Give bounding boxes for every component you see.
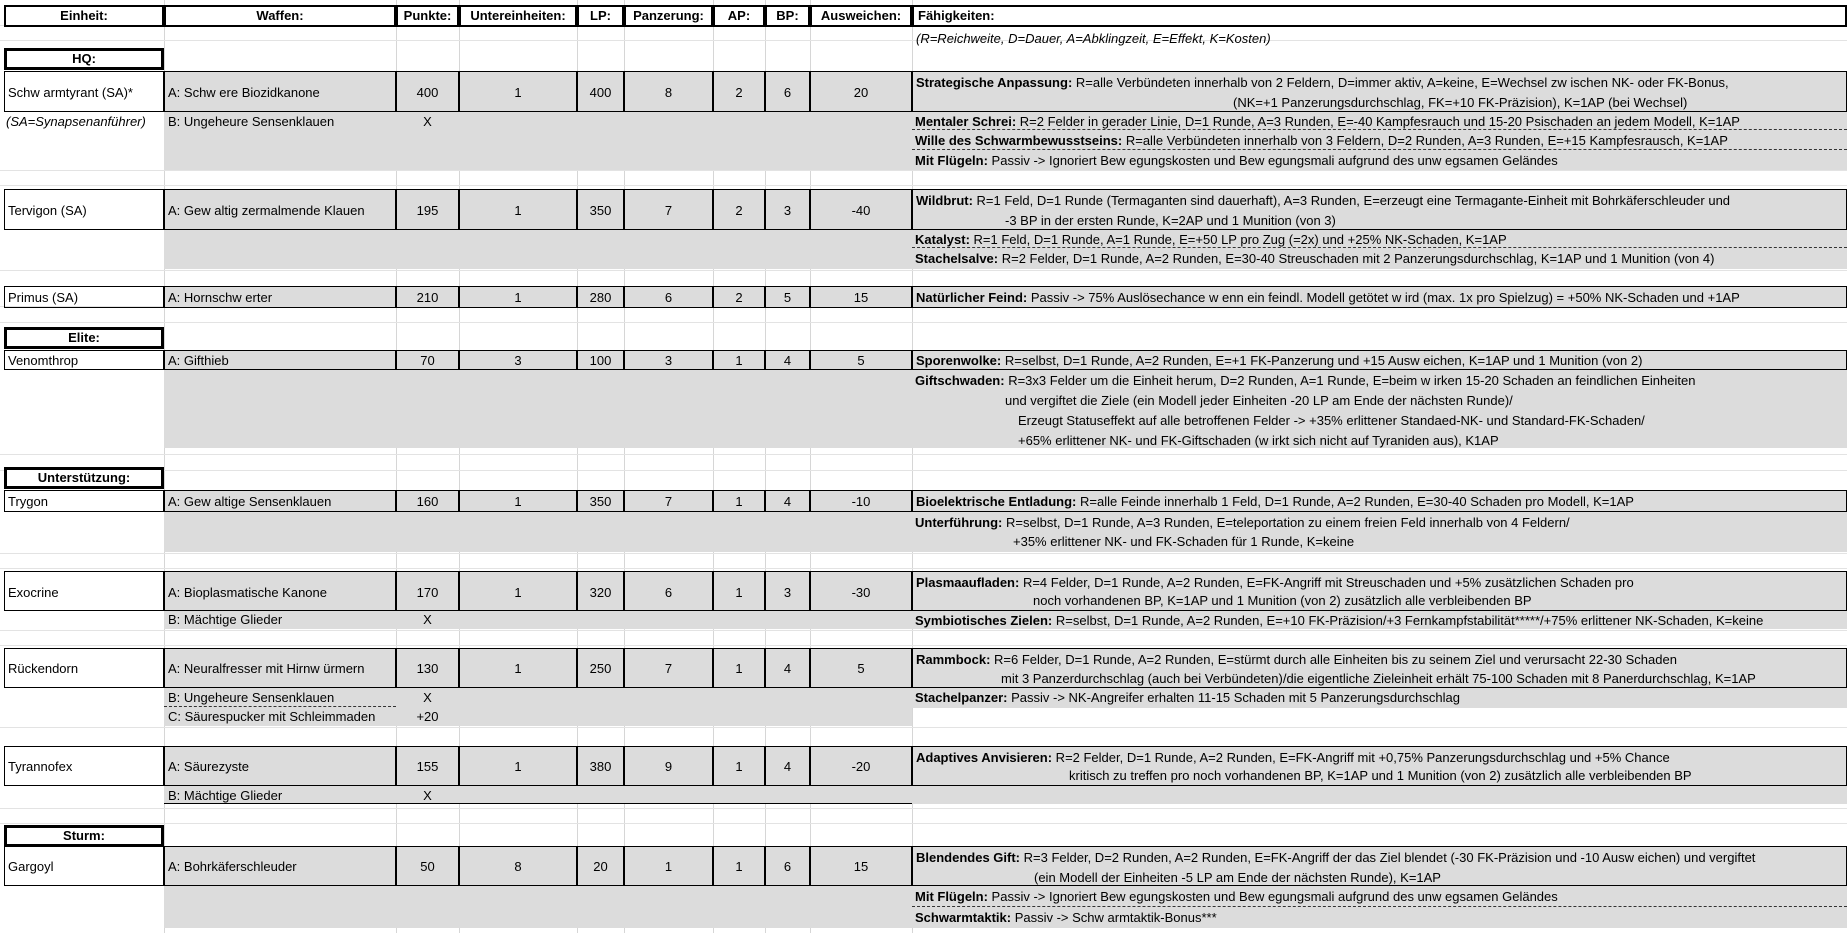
untereinheiten-value: 1 [459, 490, 577, 512]
ability-text: Passiv -> 75% Auslösechance w enn ein feindl. Modell getötet w ird (max. 1x pro Spielzug) = +50% NK-Schaden und +1AP [1027, 290, 1740, 305]
bp-value: 4 [765, 648, 810, 688]
punkte-value: 130 [396, 648, 459, 688]
ap-value: 2 [713, 71, 765, 112]
section-elite: Elite: [4, 327, 164, 349]
panzerung-value: 3 [624, 350, 713, 370]
ausweichen-value: -20 [810, 746, 912, 786]
panzerung-value: 6 [624, 571, 713, 611]
bp-value: 5 [765, 286, 810, 308]
weapon-a: A: Bohrkäferschleuder [164, 846, 396, 886]
weapon-a: A: Gew altige Sensenklauen [164, 490, 396, 512]
panzerung-value: 8 [624, 71, 713, 112]
ausweichen-value: 15 [810, 846, 912, 886]
b-punkte-value: X [423, 690, 432, 705]
ability-name: Plasmaaufladen: [916, 575, 1020, 590]
header-bp: BP: [765, 5, 810, 27]
section-sturm: Sturm: [4, 825, 164, 847]
header-lp: LP: [577, 5, 624, 27]
ability-text-cont: Erzeugt Statuseffekt auf alle betroffenen Felder -> +35% erlittener Standaed-NK- und Standard-FK-Schaden/ [1018, 413, 1645, 428]
ability-text: R=selbst, D=1 Runde, A=2 Runden, E=+10 FK-Präzision/+3 Fernkampfstabilität*****/+75% erlittener NK-Schaden, K=keine [1052, 613, 1764, 628]
section-unterstuetzung: Unterstützung: [4, 467, 164, 489]
section-hq: HQ: [4, 48, 164, 70]
lp-value: 280 [577, 286, 624, 308]
lp-value: 350 [577, 490, 624, 512]
bp-value: 6 [765, 71, 810, 112]
unit-name: Trygon [4, 490, 164, 512]
ability-text: R=1 Feld, D=1 Runde (Termaganten sind dauerhaft), A=3 Runden, E=erzeugt eine Termagante-Einheit mit Bohrkäferschleuder und [972, 193, 1731, 208]
untereinheiten-value: 8 [459, 846, 577, 886]
ability-text-cont: +35% erlittener NK- und FK-Schaden für 1 Runde, K=keine [1013, 534, 1355, 549]
unit-name: Venomthrop [4, 350, 164, 370]
header-punkte: Punkte: [396, 5, 459, 27]
header-faehigkeiten: Fähigkeiten: [912, 5, 1847, 27]
punkte-value: 210 [396, 286, 459, 308]
ability-name: Wildbrut: [916, 193, 973, 208]
bp-value: 4 [765, 490, 810, 512]
unit-name: Rückendorn [4, 648, 164, 688]
unit-name: Exocrine [4, 571, 164, 611]
ability-name: Wille des Schwarmbewusstseins: [915, 133, 1123, 148]
weapon-c: C: Säurespucker mit Schleimmaden [168, 709, 376, 724]
ability-name: Bioelektrische Entladung: [916, 494, 1077, 509]
ap-value: 2 [713, 189, 765, 230]
ability-block [912, 611, 1847, 629]
b-punkte-value: X [423, 788, 432, 803]
ability-name: Stachelsalve: [915, 251, 999, 266]
weapon-a: A: Schw ere Biozidkanone [164, 71, 396, 112]
ability-text: Passiv -> NK-Angreifer erhalten 11-15 Schaden mit 5 Panzerungsdurchschlag [1007, 690, 1460, 705]
panzerung-value: 6 [624, 286, 713, 308]
ability-name: Stachelpanzer: [915, 690, 1008, 705]
punkte-value: 155 [396, 746, 459, 786]
ability-block [912, 248, 1847, 269]
ability-block [912, 490, 1847, 512]
ability-block [912, 907, 1847, 928]
panzerung-value: 7 [624, 648, 713, 688]
b-punkte-value: X [423, 114, 432, 129]
ausweichen-value: 20 [810, 71, 912, 112]
ausweichen-value: -40 [810, 189, 912, 230]
ability-text: R=alle Verbündeten innerhalb von 3 Feldern, D=2 Runden, A=3 Runden, E=+15 Kampfesrausch, K=1AP [1122, 133, 1728, 148]
unit-name: Tyrannofex [4, 746, 164, 786]
ability-text: R=2 Felder, D=1 Runde, A=2 Runden, E=FK-Angriff mit +0,75% Panzerungsdurchschlag und +5% Chance [1052, 750, 1670, 765]
ability-text-cont: (ein Modell der Einheiten -5 LP am Ende der nächsten Runde), K=1AP [1034, 870, 1441, 885]
ability-text: R=2 Felder, D=1 Runde, A=2 Runden, E=30-40 Streuschaden mit 2 Panzerungsdurchschlag, K=1AP und 1 Munition (von 4) [998, 251, 1715, 266]
ability-name: Adaptives Anvisieren: [916, 750, 1053, 765]
header-einheit: Einheit: [4, 5, 164, 27]
unit-name: Primus (SA) [4, 286, 164, 308]
lp-value: 400 [577, 71, 624, 112]
bp-value: 4 [765, 350, 810, 370]
ability-name: Schwarmtaktik: [915, 910, 1012, 925]
ability-block [912, 150, 1847, 170]
ability-text: R=4 Felder, D=1 Runde, A=2 Runden, E=FK-Angriff mit Streuschaden und +5% zusätzlichen Schaden pro [1019, 575, 1634, 590]
ability-block [912, 286, 1847, 308]
unit-name: Gargoyl [4, 846, 164, 886]
lp-value: 380 [577, 746, 624, 786]
weapon-a: A: Gew altig zermalmende Klauen [164, 189, 396, 230]
untereinheiten-value: 1 [459, 571, 577, 611]
bp-value: 6 [765, 846, 810, 886]
header-ausweichen: Ausweichen: [810, 5, 912, 27]
ability-name: Mentaler Schrei: [915, 114, 1017, 129]
ability-text: R=6 Felder, D=1 Runde, A=2 Runden, E=stürmt durch alle Einheiten bis zu seinem Ziel und verursacht 22-30 Schaden [990, 652, 1677, 667]
ap-value: 2 [713, 286, 765, 308]
weapon-a: A: Hornschw erter [164, 286, 396, 308]
lp-value: 100 [577, 350, 624, 370]
untereinheiten-value: 1 [459, 71, 577, 112]
ability-block [912, 130, 1847, 150]
ability-name: Sporenwolke: [916, 353, 1002, 368]
legend-text: (R=Reichweite, D=Dauer, A=Abklingzeit, E=Effekt, K=Kosten) [916, 31, 1271, 46]
punkte-value: 50 [396, 846, 459, 886]
ability-text-cont: noch vorhandenen BP, K=1AP und 1 Munition (von 2) zusätzlich alle verbleibenden BP [1033, 593, 1532, 608]
ability-name: Strategische Anpassung: [916, 75, 1073, 90]
weapon-b: B: Ungeheure Sensenklauen [164, 688, 396, 707]
ability-name: Mit Flügeln: [915, 153, 988, 168]
panzerung-value: 7 [624, 490, 713, 512]
ap-value: 1 [713, 350, 765, 370]
punkte-value: 195 [396, 189, 459, 230]
panzerung-value: 7 [624, 189, 713, 230]
ability-text: Passiv -> Ignoriert Bew egungskosten und Bew egungsmali aufgrund des unw egsamen Geländes [987, 153, 1558, 168]
ability-block [912, 112, 1847, 130]
weapon-b: B: Mächtige Glieder [168, 612, 283, 627]
ability-text-cont: mit 3 Panzerdurchschlag (auch bei Verbündeten)/die eigentliche Zieleinheit erhält 75-100 Schaden mit 8 Panerdurchschlag, K=1AP [1001, 671, 1756, 686]
unit-name: Tervigon (SA) [4, 189, 164, 230]
header-ap: AP: [713, 5, 765, 27]
ability-name: Mit Flügeln: [915, 889, 988, 904]
ausweichen-value: 5 [810, 648, 912, 688]
ability-text: R=selbst, D=1 Runde, A=3 Runden, E=teleportation zu einem freien Feld innerhalb von 4 Feldern/ [1002, 515, 1570, 530]
bp-value: 4 [765, 746, 810, 786]
untereinheiten-value: 3 [459, 350, 577, 370]
ausweichen-value: 5 [810, 350, 912, 370]
ability-text: R=2 Felder in gerader Linie, D=1 Runde, A=3 Runden, E=-40 Kampfesrauch und 15-20 Psischaden an jedem Modell, K=1AP [1016, 114, 1740, 129]
untereinheiten-value: 1 [459, 648, 577, 688]
header-panzerung: Panzerung: [624, 5, 713, 27]
ap-value: 1 [713, 648, 765, 688]
punkte-value: 170 [396, 571, 459, 611]
ability-text-cont: +65% erlittener NK- und FK-Giftschaden (w irkt sich nicht auf Tyraniden aus), K1AP [1018, 433, 1499, 448]
ability-name: Natürlicher Feind: [916, 290, 1028, 305]
ability-block [912, 350, 1847, 370]
punkte-value: 70 [396, 350, 459, 370]
panzerung-value: 1 [624, 846, 713, 886]
ability-name: Symbiotisches Zielen: [915, 613, 1053, 628]
ability-text: R=alle Feinde innerhalb 1 Feld, D=1 Runde, A=2 Runden, E=30-40 Schaden pro Modell, K=1AP [1076, 494, 1634, 509]
ap-value: 1 [713, 490, 765, 512]
ability-name: Blendendes Gift: [916, 850, 1021, 865]
bp-value: 3 [765, 189, 810, 230]
untereinheiten-value: 1 [459, 286, 577, 308]
lp-value: 20 [577, 846, 624, 886]
ability-text: R=alle Verbündeten innerhalb von 2 Feldern, D=immer aktiv, A=keine, E=Wechsel zw ischen NK- oder FK-Bonus, [1072, 75, 1729, 90]
untereinheiten-value: 1 [459, 189, 577, 230]
ap-value: 1 [713, 746, 765, 786]
lp-value: 350 [577, 189, 624, 230]
ability-text: R=1 Feld, D=1 Runde, A=1 Runde, E=+50 LP pro Zug (=2x) und +25% NK-Schaden, K=1AP [969, 232, 1507, 247]
ability-name: Unterführung: [915, 515, 1003, 530]
untereinheiten-value: 1 [459, 746, 577, 786]
weapon-a: A: Neuralfresser mit Hirnw ürmern [164, 648, 396, 688]
lp-value: 320 [577, 571, 624, 611]
bp-value: 3 [765, 571, 810, 611]
unit-name: Schw armtyrant (SA)* [4, 71, 164, 112]
weapon-a: A: Bioplasmatische Kanone [164, 571, 396, 611]
ability-block [912, 230, 1847, 248]
ability-text: R=3 Felder, D=2 Runden, A=2 Runden, E=FK-Angriff der das Ziel blendet (-30 FK-Präzision und -10 Ausw eichen) und vergiftet [1020, 850, 1756, 865]
ability-text: Passiv -> Schw armtaktik-Bonus*** [1011, 910, 1217, 925]
weapon-a: A: Gifthieb [164, 350, 396, 370]
punkte-value: 160 [396, 490, 459, 512]
unit-note: (SA=Synapsenanführer) [6, 114, 146, 129]
ability-name: Rammbock: [916, 652, 991, 667]
lp-value: 250 [577, 648, 624, 688]
ap-value: 1 [713, 846, 765, 886]
ability-block [912, 886, 1847, 907]
ausweichen-value: -10 [810, 490, 912, 512]
ability-text: R=selbst, D=1 Runde, A=2 Runden, E=+1 FK-Panzerung und +15 Ausw eichen, K=1AP und 1 Munition (von 2) [1001, 353, 1643, 368]
ability-text-cont: -3 BP in der ersten Runde, K=2AP und 1 Munition (von 3) [1005, 213, 1336, 228]
ability-text-cont: (NK=+1 Panzerungsdurchschlag, FK=+10 FK-Präzision), K=1AP (bei Wechsel) [1233, 95, 1688, 110]
weapon-b: B: Ungeheure Sensenklauen [168, 114, 335, 129]
header-untereinheiten: Untereinheiten: [459, 5, 577, 27]
ability-text-cont: kritisch zu treffen pro noch vorhandenen BP, K=1AP und 1 Munition (von 2) zusätzlich alle verbleibenden BP [1069, 768, 1692, 783]
ausweichen-value: -30 [810, 571, 912, 611]
ability-name: Katalyst: [915, 232, 970, 247]
c-punkte-value: +20 [416, 709, 439, 724]
punkte-value: 400 [396, 71, 459, 112]
panzerung-value: 9 [624, 746, 713, 786]
ability-text: R=3x3 Felder um die Einheit herum, D=2 Runden, A=1 Runde, E=beim w irken 15-20 Schaden an feindlichen Einheiten [1004, 373, 1696, 388]
weapon-a: A: Säurezyste [164, 746, 396, 786]
ability-name: Giftschwaden: [915, 373, 1005, 388]
ausweichen-value: 15 [810, 286, 912, 308]
ability-text: Passiv -> Ignoriert Bew egungskosten und Bew egungsmali aufgrund des unw egsamen Geländes [987, 889, 1558, 904]
header-waffen: Waffen: [164, 5, 396, 27]
weapon-b: B: Mächtige Glieder [168, 788, 283, 803]
ability-text-cont: und vergiftet die Ziele (ein Modell jeder Einheiten -20 LP am Ende der nächsten Runde)/ [1005, 393, 1513, 408]
b-punkte-value: X [423, 612, 432, 627]
ap-value: 1 [713, 571, 765, 611]
ability-block [912, 688, 1847, 708]
